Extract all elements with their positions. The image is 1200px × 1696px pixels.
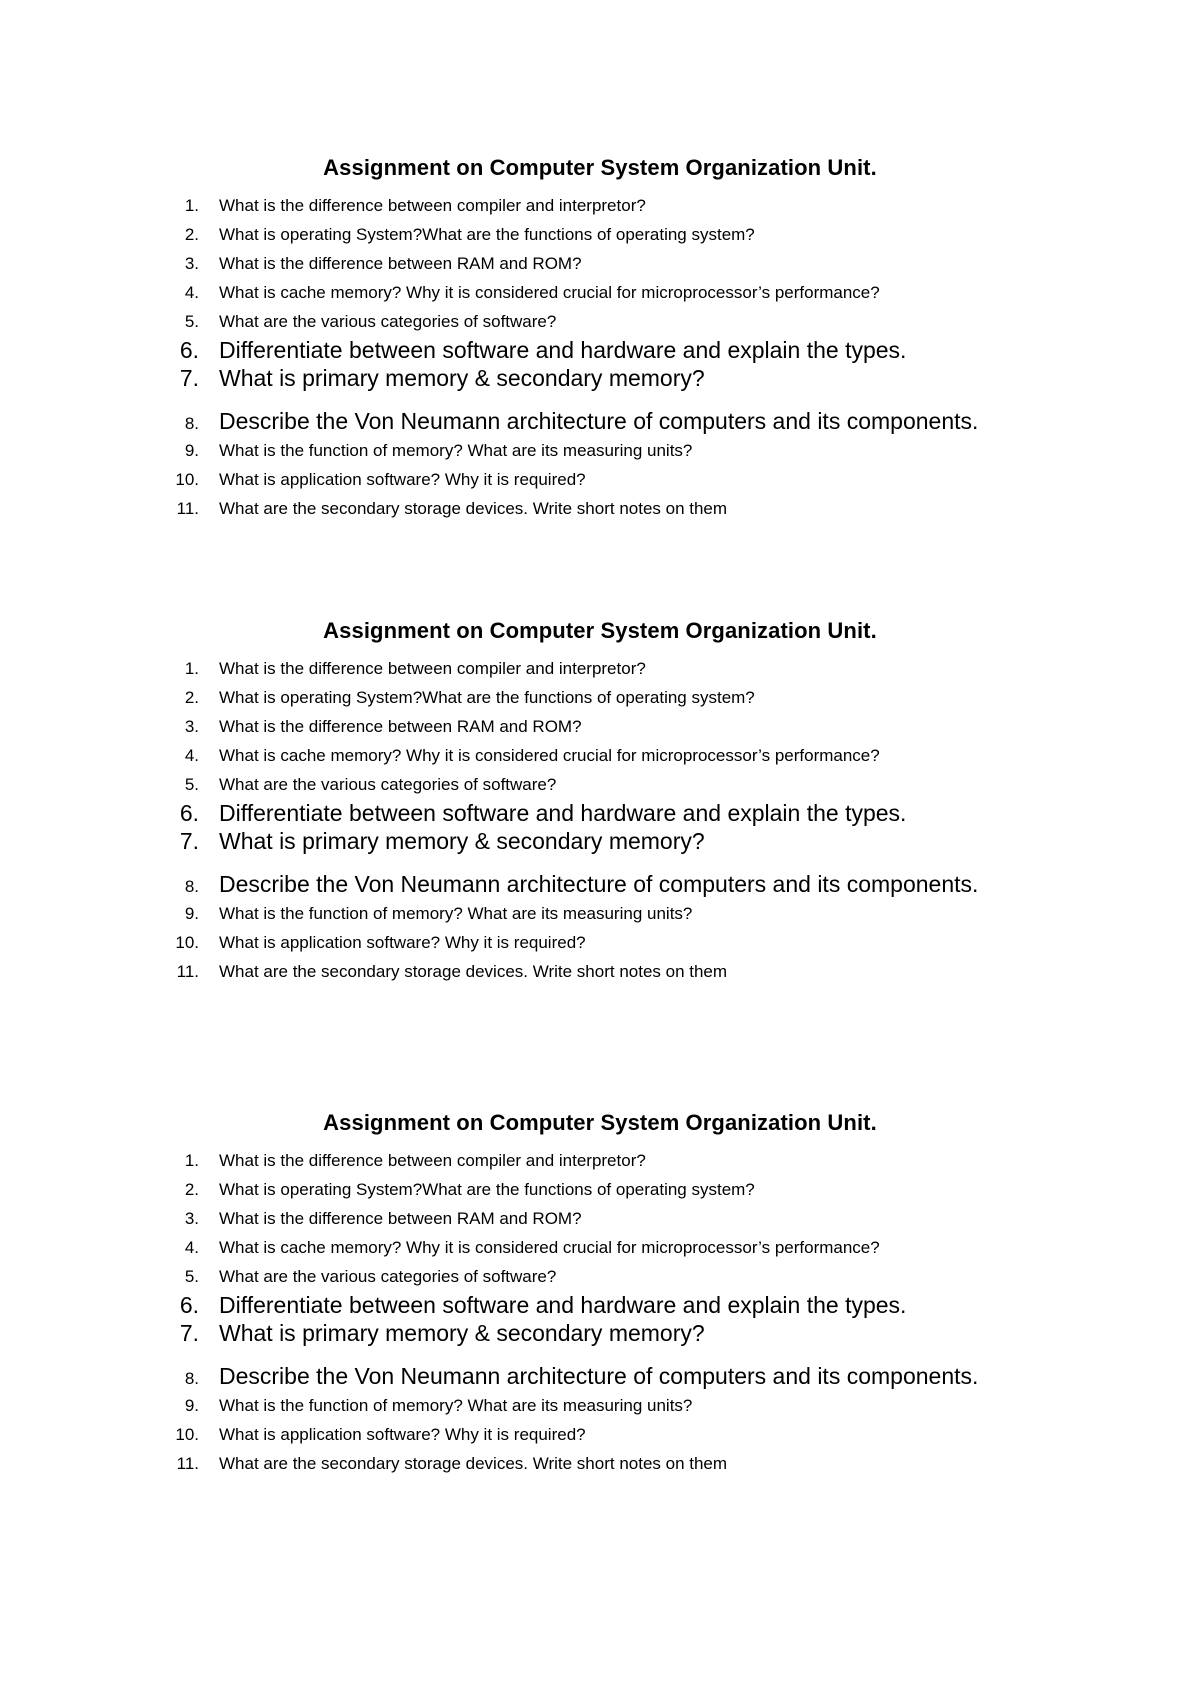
question-number: 6. [179, 800, 199, 826]
question-item [0, 1175, 1099, 1204]
question-text: What are the secondary storage devices. Write short notes on them [219, 1454, 728, 1473]
question-number: 1. [184, 196, 199, 215]
question-number: 11. [176, 962, 199, 981]
question-item [0, 770, 1099, 799]
question-text: What is the function of memory? What are its measuring units? [219, 904, 693, 923]
question-text: What is primary memory & secondary memory? [219, 828, 705, 854]
question-number: 4. [184, 746, 199, 765]
question-number: 10. [175, 470, 199, 489]
question-item [0, 336, 1099, 364]
question-item [0, 1391, 1099, 1420]
question-number: 4. [184, 1238, 199, 1257]
question-text: What is the difference between RAM and ROM? [219, 254, 582, 273]
question-number: 3. [184, 717, 199, 736]
question-text: What are the secondary storage devices. Write short notes on them [219, 962, 728, 981]
question-text: What is operating System?What are the functions of operating system? [219, 225, 755, 244]
question-item [0, 899, 1099, 928]
question-text: Describe the Von Neumann architecture of computers and its components. [219, 408, 979, 434]
question-item [0, 1262, 1099, 1291]
question-text: What is application software? Why it is required? [219, 470, 586, 489]
question-text: Describe the Von Neumann architecture of computers and its components. [219, 871, 979, 897]
question-number: 7. [179, 365, 199, 391]
question-number: 11. [176, 1454, 199, 1473]
question-item [0, 249, 1099, 278]
assignment-title: Assignment on Computer System Organization Unit. [323, 1110, 877, 1135]
question-item [0, 407, 1099, 435]
question-number: 10. [175, 1425, 199, 1444]
assignment-block-1 [0, 151, 1200, 523]
question-item [0, 1233, 1099, 1262]
question-item [0, 191, 1099, 220]
question-text: Differentiate between software and hardware and explain the types. [219, 1292, 907, 1318]
question-item [0, 278, 1099, 307]
question-text: What is cache memory? Why it is considered crucial for microprocessor’s performance? [219, 283, 880, 302]
assignment-title: Assignment on Computer System Organization Unit. [323, 618, 877, 643]
question-number: 9. [184, 441, 199, 460]
question-text: What are the secondary storage devices. Write short notes on them [219, 499, 728, 518]
question-item [0, 465, 1099, 494]
question-number: 6. [179, 337, 199, 363]
question-item [0, 741, 1099, 770]
question-item [0, 957, 1099, 986]
question-item [0, 683, 1099, 712]
question-item [0, 1362, 1099, 1390]
question-number: 1. [184, 659, 199, 678]
question-text: What is the difference between RAM and ROM? [219, 1209, 582, 1228]
question-text: Differentiate between software and hardware and explain the types. [219, 337, 907, 363]
question-text: What are the various categories of software? [219, 312, 557, 331]
question-number: 9. [184, 904, 199, 923]
question-number: 1. [184, 1151, 199, 1170]
question-number: 10. [175, 933, 199, 952]
question-item [0, 827, 1099, 855]
question-number: 7. [179, 828, 199, 854]
question-text: What is the function of memory? What are its measuring units? [219, 441, 693, 460]
question-number: 5. [184, 1267, 199, 1286]
question-text: What is primary memory & secondary memory? [219, 1320, 705, 1346]
question-text: What is the difference between compiler and interpretor? [219, 659, 646, 678]
question-text: What is the difference between compiler and interpretor? [219, 196, 646, 215]
assignment-block-2 [0, 614, 1200, 986]
question-item [0, 1420, 1099, 1449]
question-item [0, 436, 1099, 465]
question-text: What are the various categories of software? [219, 775, 557, 794]
assignment-block-3 [0, 1106, 1200, 1478]
question-item [0, 928, 1099, 957]
question-number: 8. [184, 414, 199, 433]
question-text: What is operating System?What are the functions of operating system? [219, 1180, 755, 1199]
question-item [0, 494, 1099, 523]
question-number: 8. [184, 1369, 199, 1388]
question-item [0, 364, 1099, 392]
question-number: 9. [184, 1396, 199, 1415]
question-text: What is the difference between RAM and ROM? [219, 717, 582, 736]
question-item [0, 1146, 1099, 1175]
question-text: What is primary memory & secondary memory? [219, 365, 705, 391]
question-number: 7. [179, 1320, 199, 1346]
question-text: Differentiate between software and hardware and explain the types. [219, 800, 907, 826]
question-number: 5. [184, 312, 199, 331]
question-text: What is application software? Why it is required? [219, 1425, 586, 1444]
question-item [0, 307, 1099, 336]
question-item [0, 654, 1099, 683]
question-number: 3. [184, 254, 199, 273]
question-item [0, 799, 1099, 827]
question-text: What is cache memory? Why it is considered crucial for microprocessor’s performance? [219, 746, 880, 765]
question-number: 2. [184, 688, 199, 707]
question-item [0, 870, 1099, 898]
question-text: What is the difference between compiler and interpretor? [219, 1151, 646, 1170]
question-item [0, 1204, 1099, 1233]
question-text: What is application software? Why it is required? [219, 933, 586, 952]
question-text: What is cache memory? Why it is considered crucial for microprocessor’s performance? [219, 1238, 880, 1257]
question-item [0, 1319, 1099, 1347]
question-text: What is operating System?What are the functions of operating system? [219, 688, 755, 707]
question-item [0, 220, 1099, 249]
question-text: What are the various categories of software? [219, 1267, 557, 1286]
question-number: 3. [184, 1209, 199, 1228]
question-number: 11. [176, 499, 199, 518]
question-number: 2. [184, 225, 199, 244]
question-item [0, 1291, 1099, 1319]
question-number: 8. [184, 877, 199, 896]
question-number: 5. [184, 775, 199, 794]
assignment-title: Assignment on Computer System Organization Unit. [323, 155, 877, 180]
question-number: 6. [179, 1292, 199, 1318]
question-item [0, 712, 1099, 741]
question-number: 2. [184, 1180, 199, 1199]
question-text: Describe the Von Neumann architecture of computers and its components. [219, 1363, 979, 1389]
question-text: What is the function of memory? What are its measuring units? [219, 1396, 693, 1415]
question-item [0, 1449, 1099, 1478]
question-number: 4. [184, 283, 199, 302]
